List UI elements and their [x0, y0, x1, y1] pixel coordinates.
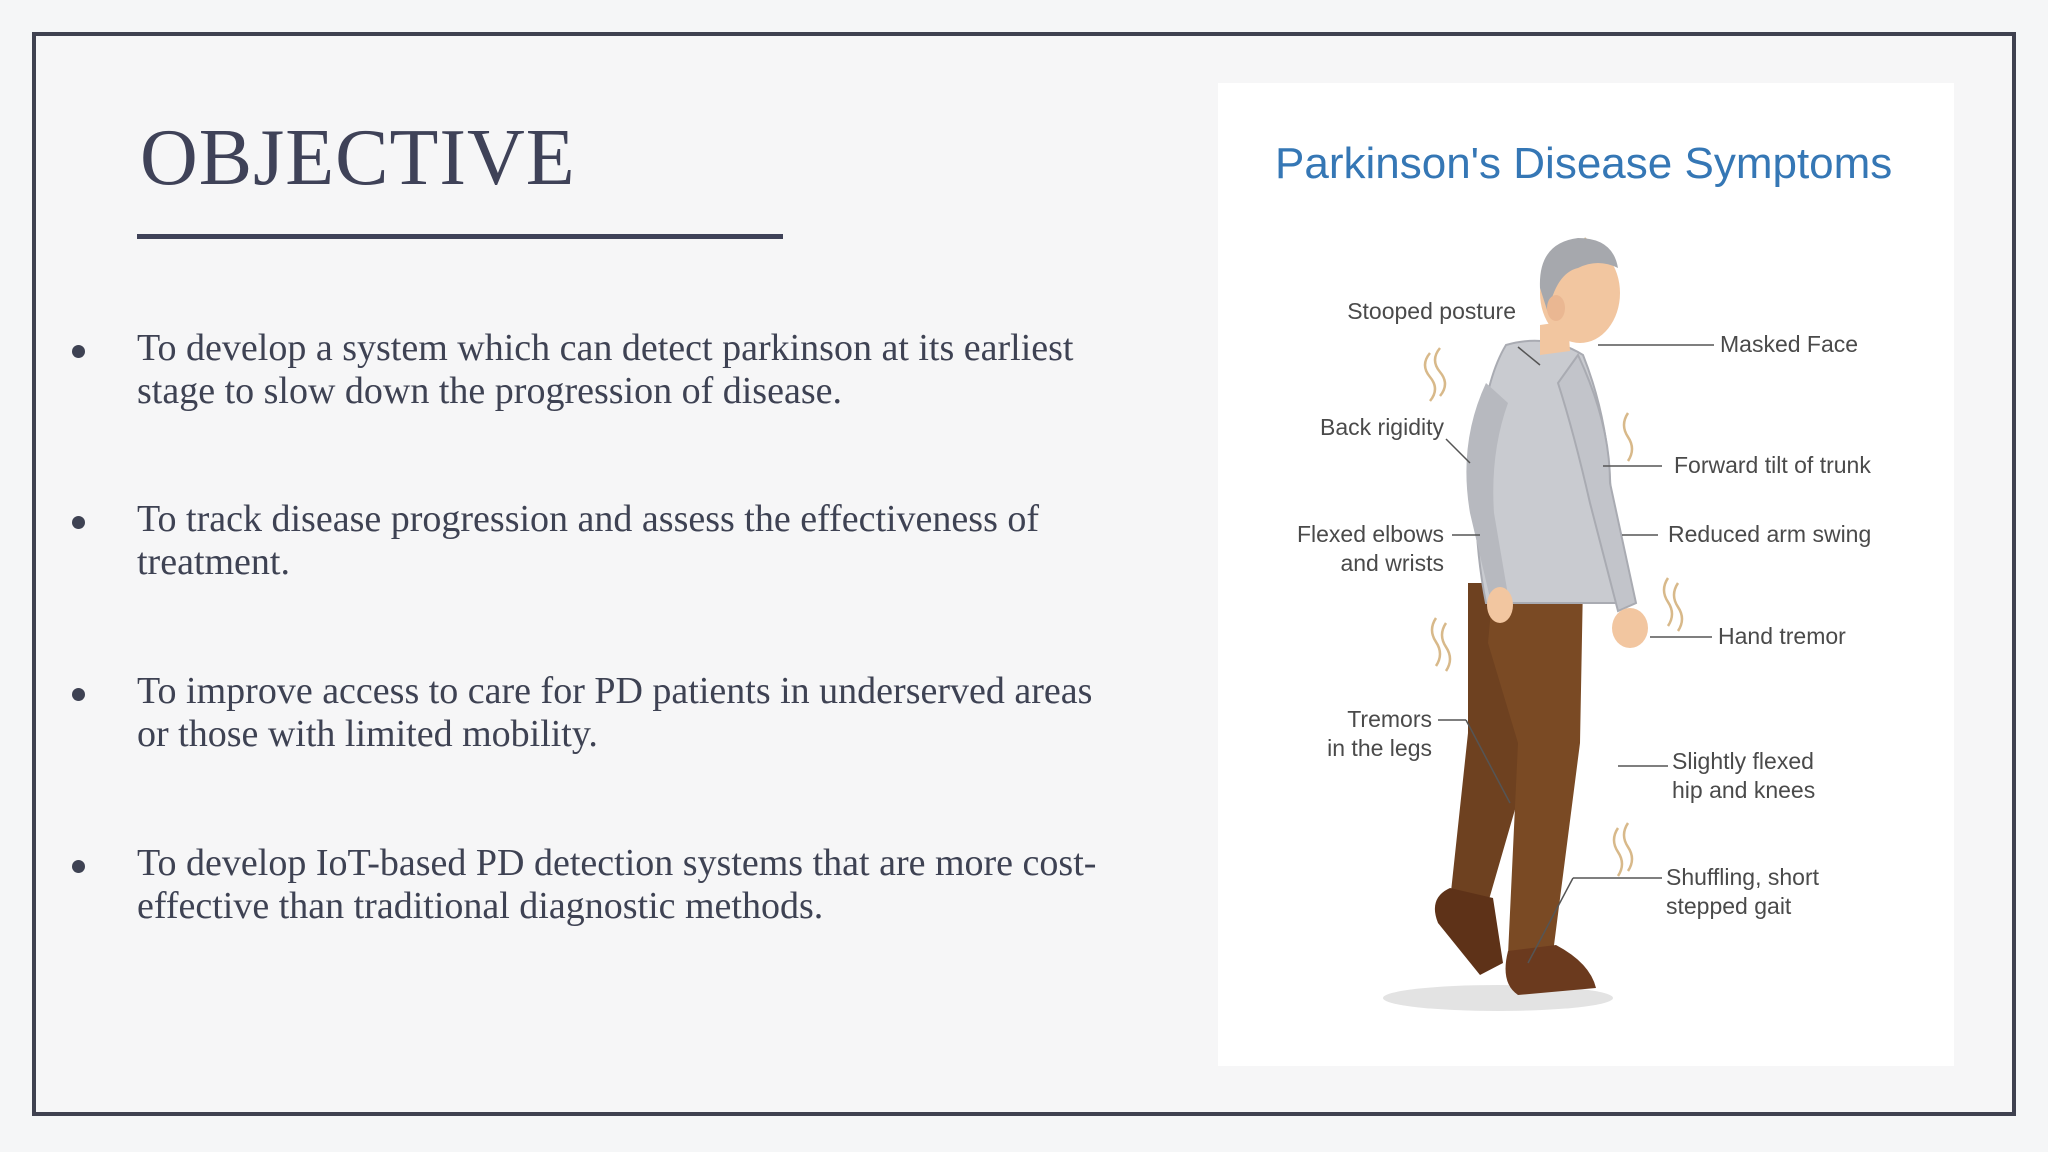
leader-line	[1518, 347, 1540, 365]
bullet-dot	[72, 345, 85, 358]
bullet-item	[137, 670, 1177, 756]
label-back-rigidity: Back rigidity	[1320, 414, 1444, 440]
bullet-line: To track disease progression and assess the effectiveness of	[137, 498, 1040, 540]
title-underline	[137, 234, 783, 239]
label-line: and wrists	[1340, 550, 1444, 576]
bullet-line: To develop IoT-based PD detection systems that are more cost-	[137, 842, 1097, 884]
leader-line	[1446, 439, 1470, 463]
label-stooped-posture: Stooped posture	[1347, 298, 1516, 324]
label-line: stepped gait	[1666, 893, 1792, 919]
label-shuffling-gait	[1666, 863, 1819, 921]
bullet-dot	[72, 860, 85, 873]
label-flexed-hip	[1672, 747, 1815, 805]
label-line: Flexed elbows	[1296, 521, 1444, 547]
bullet-line: treatment.	[137, 541, 290, 583]
bullet-line: To develop a system which can detect parkinson at its earliest	[137, 327, 1074, 369]
slide-title: OBJECTIVE	[140, 114, 576, 202]
bullet-item	[137, 498, 1177, 584]
label-flexed-elbows	[1248, 520, 1444, 578]
label-hand-tremor: Hand tremor	[1718, 623, 1846, 649]
symptoms-figure	[1218, 83, 1954, 1066]
label-line: Shuffling, short	[1666, 864, 1820, 890]
label-line: in the legs	[1327, 735, 1432, 761]
label-line: Slightly flexed	[1672, 748, 1814, 774]
label-forward-tilt: Forward tilt of trunk	[1674, 452, 1871, 478]
figure-title: Parkinson's Disease Symptoms	[1275, 139, 1893, 188]
leader-line	[1466, 720, 1510, 803]
label-line: hip and knees	[1672, 777, 1816, 803]
bullet-line: or those with limited mobility.	[137, 713, 598, 755]
leader-line	[1528, 878, 1573, 963]
label-line: Tremors	[1347, 706, 1432, 732]
bullet-item	[137, 842, 1177, 928]
label-reduced-arm-swing: Reduced arm swing	[1668, 521, 1872, 547]
bullet-line: effective than traditional diagnostic methods.	[137, 885, 824, 927]
label-masked-face: Masked Face	[1720, 331, 1859, 357]
label-tremors-legs	[1268, 705, 1432, 763]
bullet-line: stage to slow down the progression of disease.	[137, 370, 842, 412]
bullet-dot	[72, 516, 85, 529]
bullet-dot	[72, 688, 85, 701]
bullet-item	[137, 327, 1177, 413]
bullet-line: To improve access to care for PD patients in underserved areas	[137, 670, 1093, 712]
